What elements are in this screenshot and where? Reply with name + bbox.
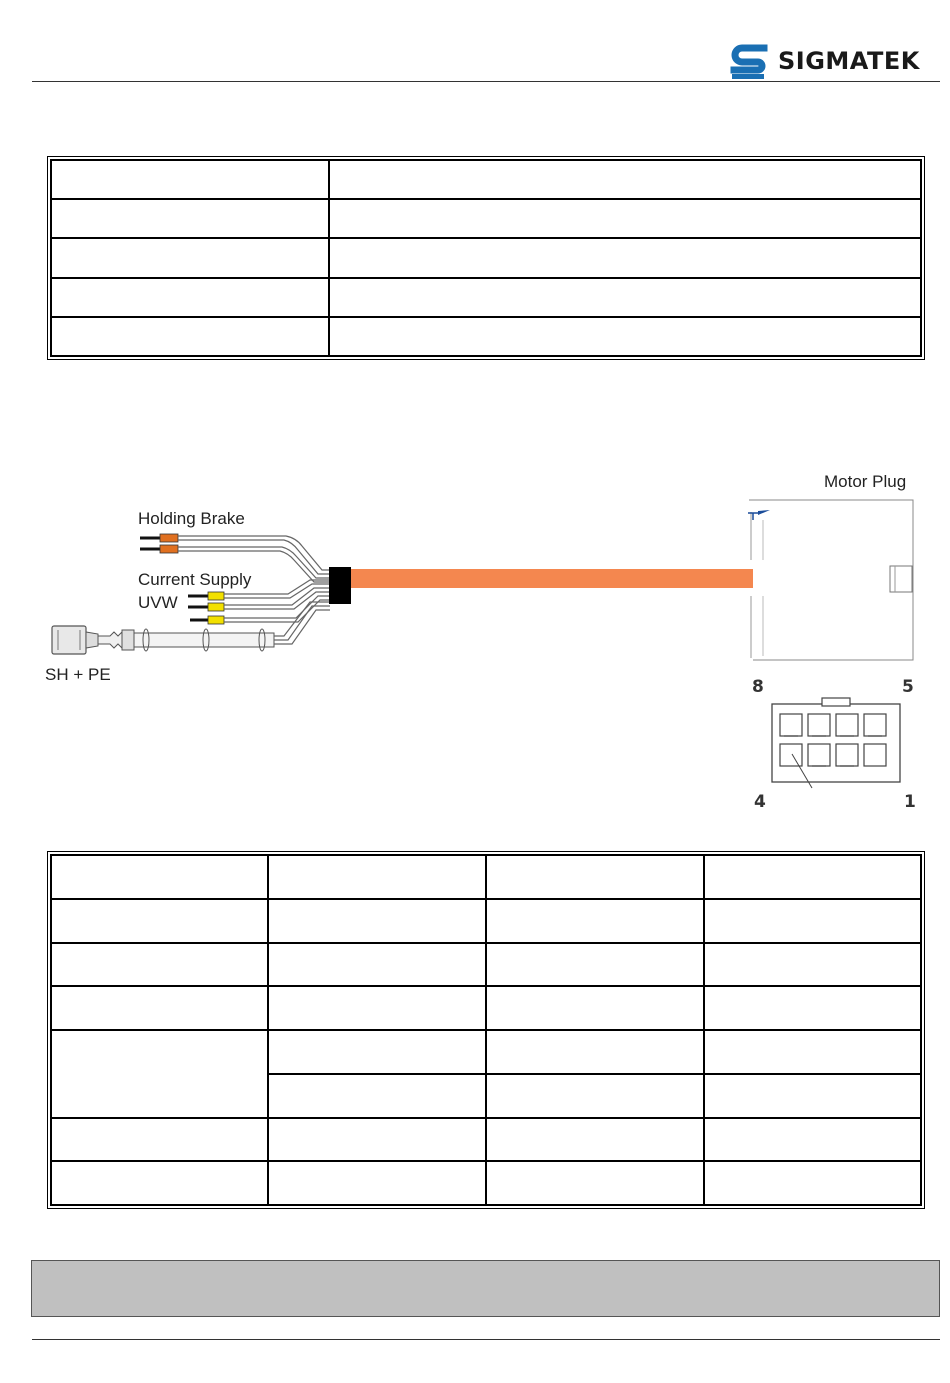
motor-cable (351, 569, 753, 588)
table-cell (329, 160, 921, 199)
table-row (51, 855, 921, 899)
table-row (51, 317, 921, 356)
brand-name: SIGMATEK (778, 47, 920, 75)
specification-table (47, 156, 925, 360)
table-cell (51, 317, 329, 356)
table-cell (51, 1118, 268, 1162)
uvw-label: UVW (138, 593, 178, 612)
shield-pe-wire (52, 602, 330, 654)
table-row (51, 899, 921, 943)
table-cell (268, 986, 486, 1030)
table-row (51, 238, 921, 277)
table-cell (486, 855, 704, 899)
header-rule (32, 81, 940, 82)
sh-pe-label: SH + PE (45, 665, 111, 684)
table-cell (329, 317, 921, 356)
table-cell (329, 238, 921, 277)
pin-number-8: 8 (752, 677, 764, 697)
cable-sleeve (329, 567, 351, 604)
table-cell (51, 943, 268, 987)
table-cell (51, 278, 329, 317)
current-supply-label: Current Supply (138, 570, 252, 589)
table-row (51, 1118, 921, 1162)
table-row (51, 199, 921, 238)
table-row (51, 943, 921, 987)
table-cell (704, 943, 921, 987)
table-cell (51, 986, 268, 1030)
table-cell (486, 943, 704, 987)
motor-plug-label: Motor Plug (824, 472, 907, 491)
table-cell (486, 986, 704, 1030)
table-cell (51, 238, 329, 277)
table-row (51, 1030, 921, 1074)
sigmatek-logo-icon (728, 44, 772, 80)
table-cell (704, 1161, 921, 1205)
pin-number-4: 4 (754, 792, 766, 812)
pin-number-5: 5 (902, 677, 914, 697)
plug-latch (890, 566, 912, 592)
pin-face (752, 677, 916, 812)
table-cell (268, 1074, 486, 1118)
cable-diagram (40, 460, 940, 820)
table-cell-merged (51, 1030, 268, 1118)
motor-plug (748, 500, 913, 660)
table-cell (486, 899, 704, 943)
supply-terminal (208, 616, 224, 624)
table-cell (268, 855, 486, 899)
pin-number-1: 1 (904, 792, 916, 812)
brake-terminal (160, 534, 178, 542)
table-cell (704, 986, 921, 1030)
table-cell (329, 278, 921, 317)
table-cell (51, 899, 268, 943)
supply-terminal (208, 592, 224, 600)
table-cell (268, 899, 486, 943)
table-cell (486, 1118, 704, 1162)
table-cell (51, 855, 268, 899)
table-cell (268, 943, 486, 987)
shield-tube (134, 633, 274, 647)
table-cell (704, 855, 921, 899)
supply-terminal (208, 603, 224, 611)
sigmatek-logo (728, 44, 940, 80)
table-cell (268, 1161, 486, 1205)
table-row (51, 278, 921, 317)
pin-key (822, 698, 850, 706)
pe-connector (52, 626, 86, 654)
table-cell (704, 899, 921, 943)
table-cell (704, 1030, 921, 1074)
table-cell (51, 1161, 268, 1205)
table-row (51, 986, 921, 1030)
table-cell (486, 1030, 704, 1074)
brake-terminal (160, 545, 178, 553)
note-bar (31, 1260, 940, 1317)
table-row (51, 1161, 921, 1205)
table-cell (329, 199, 921, 238)
table-cell (704, 1118, 921, 1162)
table-row (51, 160, 921, 199)
footer-rule (32, 1339, 940, 1340)
pin-assignment-table (47, 851, 925, 1209)
table-cell (51, 199, 329, 238)
table-cell (704, 1074, 921, 1118)
table-cell (268, 1118, 486, 1162)
table-cell (486, 1074, 704, 1118)
holding-brake-label: Holding Brake (138, 509, 245, 528)
table-cell (486, 1161, 704, 1205)
table-cell (51, 160, 329, 199)
table-cell (268, 1030, 486, 1074)
